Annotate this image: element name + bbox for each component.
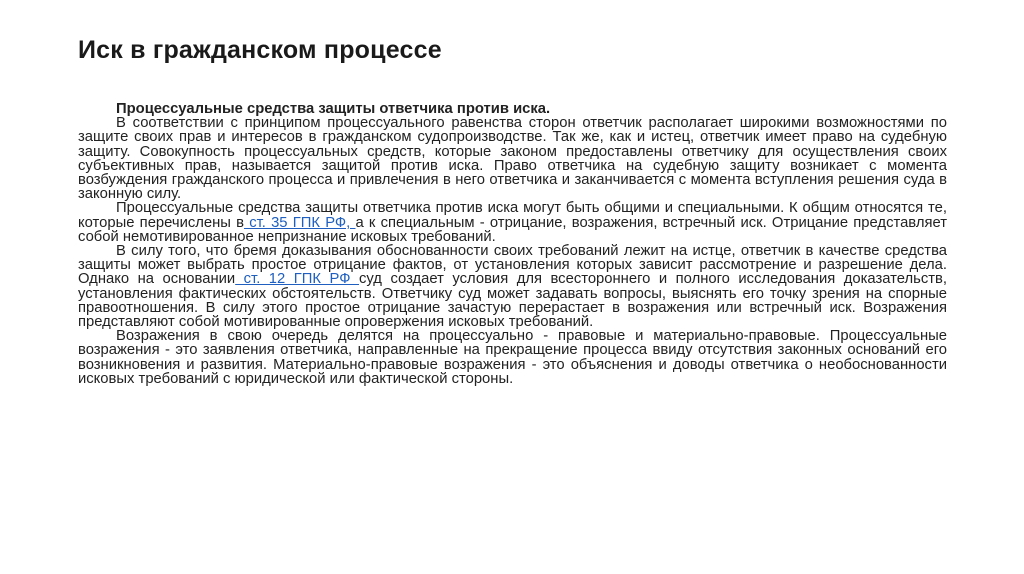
link-article-12[interactable]: ст. 12 ГПК РФ [235, 271, 359, 288]
section-subheading: Процессуальные средства защиты ответчика против иска. [116, 101, 551, 117]
title-divider [0, 93, 1024, 94]
paragraph-1: В соответствии с принципом процессуального равенства сторон ответчик располагает широкими возможностями по защите своих прав и интересов в гражданском судопроизводстве. Так же, как и истец, ответчик имеет право на судебную защиту. Совокупность процессуальных средств, которые законом предоставлены ответчику для осуществления своих субъективных прав, называется защитой против иска. Право ответчика на судебную защиту возникает с момента возбуждения гражданского процесса и привлечения в него ответчика и заканчивается с момента вступления решения суда в законную силу. [78, 115, 947, 203]
paragraph-4: Возражения в свою очередь делятся на процессуально - правовые и материально-правовые. Процессуальные возражения - это заявления ответчика, направленные на прекращение процесса ввиду отсутствия законных оснований его возникновения и развития. Материально-правовые возражения - это объяснения и доводы ответчика о необоснованности исковых требований с юридической или фактической стороны. [78, 328, 947, 387]
paragraph-3-text-end: суд создает условия для всестороннего и полного исследования доказательств, установления фактических обстоятельств. Ответчику суд может задавать вопросы, выяснять его точку зрения на спорные правоотношения. В силу этого простое отрицание зачастую перерастает в возражения или встречный иск. Возражения представляют собой мотивированные опровержения исковых требований. [78, 271, 947, 331]
link-article-35[interactable]: ст. 35 ГПК РФ, [244, 214, 356, 231]
paragraph-2-text-end: а к специальным - отрицание, возражения, встречный иск. Отрицание представляет собой немотивированное непризнание исковых требований. [78, 214, 947, 245]
paragraph-3-text-start: В силу того, что бремя доказывания обоснованности своих требований лежит на истце, ответчик в качестве средства защиты может выбрать простое отрицание фактов, от установления которых зависит рассмотрение и разрешение дела. Однако на основании [78, 243, 947, 288]
slide-body [78, 102, 947, 386]
paragraph-3 [78, 244, 947, 329]
slide-title: Иск в гражданском процессе [78, 36, 442, 64]
paragraph-2-text-start: Процессуальные средства защиты ответчика против иска могут быть общими и специальными. К общим относятся те, которые перечислены в [78, 200, 947, 231]
paragraph-2 [78, 201, 947, 244]
